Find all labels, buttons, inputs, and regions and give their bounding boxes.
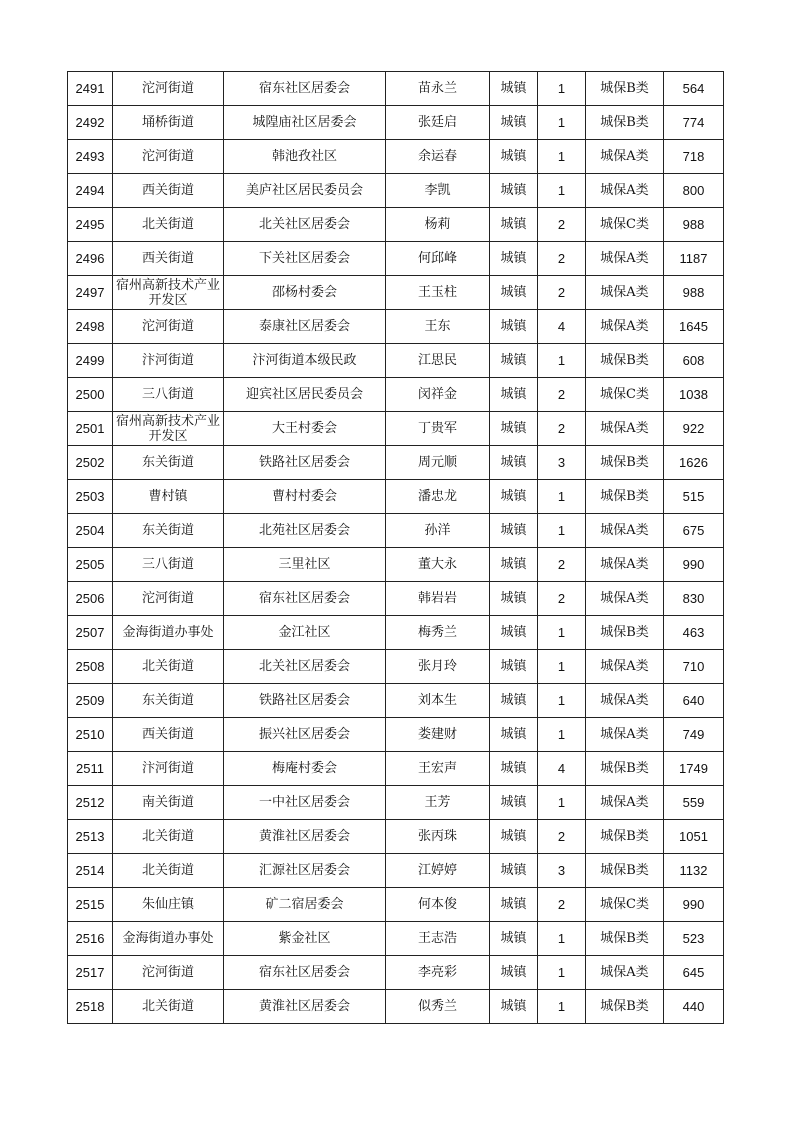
table-row: [68, 480, 724, 514]
community-cell: 黄淮社区居委会: [224, 820, 386, 854]
table-row: [68, 854, 724, 888]
name-cell: 娄建财: [386, 718, 490, 752]
category-cell: 城保B类: [586, 480, 664, 514]
amount-cell: 749: [664, 718, 724, 752]
area-type-cell: 城镇: [490, 72, 538, 106]
area-type-cell: 城镇: [490, 956, 538, 990]
name-cell: 丁贵军: [386, 412, 490, 446]
street-cell: 沱河街道: [113, 140, 224, 174]
table-row: [68, 446, 724, 480]
amount-cell: 830: [664, 582, 724, 616]
area-type-cell: 城镇: [490, 344, 538, 378]
row-number: 2493: [68, 140, 113, 174]
row-number: 2517: [68, 956, 113, 990]
table-row: [68, 412, 724, 446]
category-cell: 城保B类: [586, 446, 664, 480]
area-type-cell: 城镇: [490, 786, 538, 820]
category-cell: 城保B类: [586, 854, 664, 888]
row-number: 2513: [68, 820, 113, 854]
community-cell: 宿东社区居委会: [224, 72, 386, 106]
street-cell: 北关街道: [113, 990, 224, 1024]
street-cell: 金海街道办事处: [113, 616, 224, 650]
amount-cell: 1749: [664, 752, 724, 786]
community-cell: 韩池孜社区: [224, 140, 386, 174]
category-cell: 城保A类: [586, 310, 664, 344]
name-cell: 王志浩: [386, 922, 490, 956]
household-count-cell: 2: [538, 276, 586, 310]
area-type-cell: 城镇: [490, 582, 538, 616]
community-cell: 邵杨村委会: [224, 276, 386, 310]
household-count-cell: 2: [538, 548, 586, 582]
table-row: [68, 718, 724, 752]
street-cell: 朱仙庄镇: [113, 888, 224, 922]
table-row: [68, 616, 724, 650]
community-cell: 美庐社区居民委员会: [224, 174, 386, 208]
table-row: [68, 174, 724, 208]
table-row: [68, 752, 724, 786]
street-cell: 西关街道: [113, 718, 224, 752]
category-cell: 城保A类: [586, 242, 664, 276]
community-cell: 振兴社区居委会: [224, 718, 386, 752]
category-cell: 城保A类: [586, 956, 664, 990]
table-row: [68, 514, 724, 548]
table-row: [68, 548, 724, 582]
row-number: 2497: [68, 276, 113, 310]
amount-cell: 640: [664, 684, 724, 718]
row-number: 2496: [68, 242, 113, 276]
street-cell: 沱河街道: [113, 72, 224, 106]
street-cell: 北关街道: [113, 650, 224, 684]
area-type-cell: 城镇: [490, 140, 538, 174]
row-number: 2500: [68, 378, 113, 412]
category-cell: 城保A类: [586, 412, 664, 446]
street-cell: 西关街道: [113, 242, 224, 276]
household-count-cell: 1: [538, 480, 586, 514]
street-cell: 宿州高新技术产业开发区: [113, 276, 224, 310]
amount-cell: 559: [664, 786, 724, 820]
area-type-cell: 城镇: [490, 208, 538, 242]
name-cell: 潘忠龙: [386, 480, 490, 514]
row-number: 2511: [68, 752, 113, 786]
row-number: 2506: [68, 582, 113, 616]
area-type-cell: 城镇: [490, 616, 538, 650]
category-cell: 城保A类: [586, 548, 664, 582]
household-count-cell: 2: [538, 208, 586, 242]
area-type-cell: 城镇: [490, 174, 538, 208]
community-cell: 北关社区居委会: [224, 208, 386, 242]
household-count-cell: 1: [538, 174, 586, 208]
amount-cell: 990: [664, 548, 724, 582]
community-cell: 泰康社区居委会: [224, 310, 386, 344]
street-cell: 东关街道: [113, 446, 224, 480]
row-number: 2518: [68, 990, 113, 1024]
category-cell: 城保C类: [586, 888, 664, 922]
street-cell: 汴河街道: [113, 344, 224, 378]
community-cell: 紫金社区: [224, 922, 386, 956]
row-number: 2516: [68, 922, 113, 956]
household-count-cell: 4: [538, 752, 586, 786]
street-cell: 三八街道: [113, 548, 224, 582]
row-number: 2504: [68, 514, 113, 548]
category-cell: 城保A类: [586, 140, 664, 174]
area-type-cell: 城镇: [490, 446, 538, 480]
name-cell: 张廷启: [386, 106, 490, 140]
household-count-cell: 1: [538, 106, 586, 140]
row-number: 2503: [68, 480, 113, 514]
table-row: [68, 786, 724, 820]
community-cell: 矿二宿居委会: [224, 888, 386, 922]
household-count-cell: 1: [538, 990, 586, 1024]
street-cell: 曹村镇: [113, 480, 224, 514]
name-cell: 王宏声: [386, 752, 490, 786]
name-cell: 张丙珠: [386, 820, 490, 854]
name-cell: 韩岩岩: [386, 582, 490, 616]
name-cell: 江思民: [386, 344, 490, 378]
community-cell: 金江社区: [224, 616, 386, 650]
row-number: 2501: [68, 412, 113, 446]
household-count-cell: 1: [538, 684, 586, 718]
row-number: 2492: [68, 106, 113, 140]
area-type-cell: 城镇: [490, 310, 538, 344]
community-cell: 宿东社区居委会: [224, 956, 386, 990]
name-cell: 似秀兰: [386, 990, 490, 1024]
community-cell: 下关社区居委会: [224, 242, 386, 276]
community-cell: 三里社区: [224, 548, 386, 582]
community-cell: 大王村委会: [224, 412, 386, 446]
row-number: 2491: [68, 72, 113, 106]
name-cell: 梅秀兰: [386, 616, 490, 650]
household-count-cell: 1: [538, 514, 586, 548]
amount-cell: 564: [664, 72, 724, 106]
row-number: 2498: [68, 310, 113, 344]
amount-cell: 608: [664, 344, 724, 378]
category-cell: 城保A类: [586, 276, 664, 310]
name-cell: 何本俊: [386, 888, 490, 922]
category-cell: 城保C类: [586, 378, 664, 412]
row-number: 2512: [68, 786, 113, 820]
area-type-cell: 城镇: [490, 820, 538, 854]
name-cell: 董大永: [386, 548, 490, 582]
area-type-cell: 城镇: [490, 276, 538, 310]
area-type-cell: 城镇: [490, 548, 538, 582]
category-cell: 城保B类: [586, 990, 664, 1024]
amount-cell: 988: [664, 276, 724, 310]
category-cell: 城保A类: [586, 650, 664, 684]
community-cell: 黄淮社区居委会: [224, 990, 386, 1024]
table-row: [68, 888, 724, 922]
category-cell: 城保B类: [586, 752, 664, 786]
street-cell: 北关街道: [113, 208, 224, 242]
area-type-cell: 城镇: [490, 684, 538, 718]
row-number: 2505: [68, 548, 113, 582]
household-count-cell: 1: [538, 922, 586, 956]
table-row: [68, 242, 724, 276]
amount-cell: 1038: [664, 378, 724, 412]
table-row: [68, 684, 724, 718]
table-row: [68, 310, 724, 344]
name-cell: 张月玲: [386, 650, 490, 684]
area-type-cell: 城镇: [490, 888, 538, 922]
row-number: 2509: [68, 684, 113, 718]
category-cell: 城保B类: [586, 344, 664, 378]
street-cell: 东关街道: [113, 514, 224, 548]
area-type-cell: 城镇: [490, 106, 538, 140]
household-count-cell: 1: [538, 616, 586, 650]
amount-cell: 675: [664, 514, 724, 548]
area-type-cell: 城镇: [490, 922, 538, 956]
area-type-cell: 城镇: [490, 412, 538, 446]
amount-cell: 1132: [664, 854, 724, 888]
street-cell: 南关街道: [113, 786, 224, 820]
community-cell: 北苑社区居委会: [224, 514, 386, 548]
street-cell: 金海街道办事处: [113, 922, 224, 956]
household-count-cell: 2: [538, 582, 586, 616]
roster-table: [67, 71, 724, 1024]
household-count-cell: 3: [538, 854, 586, 888]
category-cell: 城保A类: [586, 174, 664, 208]
amount-cell: 515: [664, 480, 724, 514]
name-cell: 闵祥金: [386, 378, 490, 412]
table-row: [68, 820, 724, 854]
row-number: 2507: [68, 616, 113, 650]
household-count-cell: 3: [538, 446, 586, 480]
amount-cell: 718: [664, 140, 724, 174]
table-row: [68, 650, 724, 684]
household-count-cell: 2: [538, 378, 586, 412]
category-cell: 城保A类: [586, 786, 664, 820]
amount-cell: 523: [664, 922, 724, 956]
table-body: [68, 72, 724, 1024]
category-cell: 城保B类: [586, 922, 664, 956]
area-type-cell: 城镇: [490, 990, 538, 1024]
table-row: [68, 208, 724, 242]
row-number: 2510: [68, 718, 113, 752]
amount-cell: 774: [664, 106, 724, 140]
area-type-cell: 城镇: [490, 378, 538, 412]
row-number: 2494: [68, 174, 113, 208]
name-cell: 何邱峰: [386, 242, 490, 276]
amount-cell: 922: [664, 412, 724, 446]
name-cell: 王东: [386, 310, 490, 344]
amount-cell: 463: [664, 616, 724, 650]
amount-cell: 1051: [664, 820, 724, 854]
area-type-cell: 城镇: [490, 480, 538, 514]
street-cell: 北关街道: [113, 854, 224, 888]
area-type-cell: 城镇: [490, 514, 538, 548]
table-row: [68, 378, 724, 412]
area-type-cell: 城镇: [490, 650, 538, 684]
amount-cell: 1645: [664, 310, 724, 344]
name-cell: 王玉柱: [386, 276, 490, 310]
name-cell: 江婷婷: [386, 854, 490, 888]
category-cell: 城保B类: [586, 616, 664, 650]
name-cell: 王芳: [386, 786, 490, 820]
household-count-cell: 2: [538, 820, 586, 854]
street-cell: 沱河街道: [113, 582, 224, 616]
household-count-cell: 4: [538, 310, 586, 344]
table-row: [68, 276, 724, 310]
category-cell: 城保A类: [586, 582, 664, 616]
street-cell: 三八街道: [113, 378, 224, 412]
name-cell: 刘本生: [386, 684, 490, 718]
household-count-cell: 1: [538, 72, 586, 106]
table-row: [68, 582, 724, 616]
street-cell: 埇桥街道: [113, 106, 224, 140]
table-row: [68, 72, 724, 106]
name-cell: 杨莉: [386, 208, 490, 242]
street-cell: 东关街道: [113, 684, 224, 718]
household-count-cell: 2: [538, 242, 586, 276]
category-cell: 城保C类: [586, 208, 664, 242]
category-cell: 城保A类: [586, 718, 664, 752]
community-cell: 曹村村委会: [224, 480, 386, 514]
street-cell: 宿州高新技术产业开发区: [113, 412, 224, 446]
street-cell: 汴河街道: [113, 752, 224, 786]
street-cell: 西关街道: [113, 174, 224, 208]
community-cell: 迎宾社区居民委员会: [224, 378, 386, 412]
street-cell: 沱河街道: [113, 310, 224, 344]
table-row: [68, 140, 724, 174]
community-cell: 汇源社区居委会: [224, 854, 386, 888]
table-row: [68, 344, 724, 378]
amount-cell: 1626: [664, 446, 724, 480]
amount-cell: 990: [664, 888, 724, 922]
category-cell: 城保B类: [586, 72, 664, 106]
table-row: [68, 990, 724, 1024]
name-cell: 孙洋: [386, 514, 490, 548]
amount-cell: 1187: [664, 242, 724, 276]
table-row: [68, 106, 724, 140]
street-cell: 北关街道: [113, 820, 224, 854]
area-type-cell: 城镇: [490, 854, 538, 888]
category-cell: 城保B类: [586, 820, 664, 854]
community-cell: 铁路社区居委会: [224, 684, 386, 718]
row-number: 2515: [68, 888, 113, 922]
household-count-cell: 1: [538, 956, 586, 990]
amount-cell: 800: [664, 174, 724, 208]
household-count-cell: 1: [538, 786, 586, 820]
community-cell: 北关社区居委会: [224, 650, 386, 684]
name-cell: 周元顺: [386, 446, 490, 480]
community-cell: 汴河街道本级民政: [224, 344, 386, 378]
area-type-cell: 城镇: [490, 752, 538, 786]
table-row: [68, 922, 724, 956]
street-cell: 沱河街道: [113, 956, 224, 990]
category-cell: 城保A类: [586, 514, 664, 548]
community-cell: 宿东社区居委会: [224, 582, 386, 616]
community-cell: 铁路社区居委会: [224, 446, 386, 480]
row-number: 2514: [68, 854, 113, 888]
household-count-cell: 2: [538, 888, 586, 922]
household-count-cell: 2: [538, 412, 586, 446]
area-type-cell: 城镇: [490, 242, 538, 276]
row-number: 2508: [68, 650, 113, 684]
amount-cell: 645: [664, 956, 724, 990]
category-cell: 城保B类: [586, 106, 664, 140]
amount-cell: 710: [664, 650, 724, 684]
household-count-cell: 1: [538, 718, 586, 752]
amount-cell: 988: [664, 208, 724, 242]
household-count-cell: 1: [538, 140, 586, 174]
table-row: [68, 956, 724, 990]
category-cell: 城保A类: [586, 684, 664, 718]
community-cell: 城隍庙社区居委会: [224, 106, 386, 140]
name-cell: 余运春: [386, 140, 490, 174]
row-number: 2495: [68, 208, 113, 242]
name-cell: 李亮彩: [386, 956, 490, 990]
household-count-cell: 1: [538, 650, 586, 684]
area-type-cell: 城镇: [490, 718, 538, 752]
amount-cell: 440: [664, 990, 724, 1024]
name-cell: 苗永兰: [386, 72, 490, 106]
name-cell: 李凯: [386, 174, 490, 208]
household-count-cell: 1: [538, 344, 586, 378]
community-cell: 一中社区居委会: [224, 786, 386, 820]
row-number: 2502: [68, 446, 113, 480]
row-number: 2499: [68, 344, 113, 378]
community-cell: 梅庵村委会: [224, 752, 386, 786]
